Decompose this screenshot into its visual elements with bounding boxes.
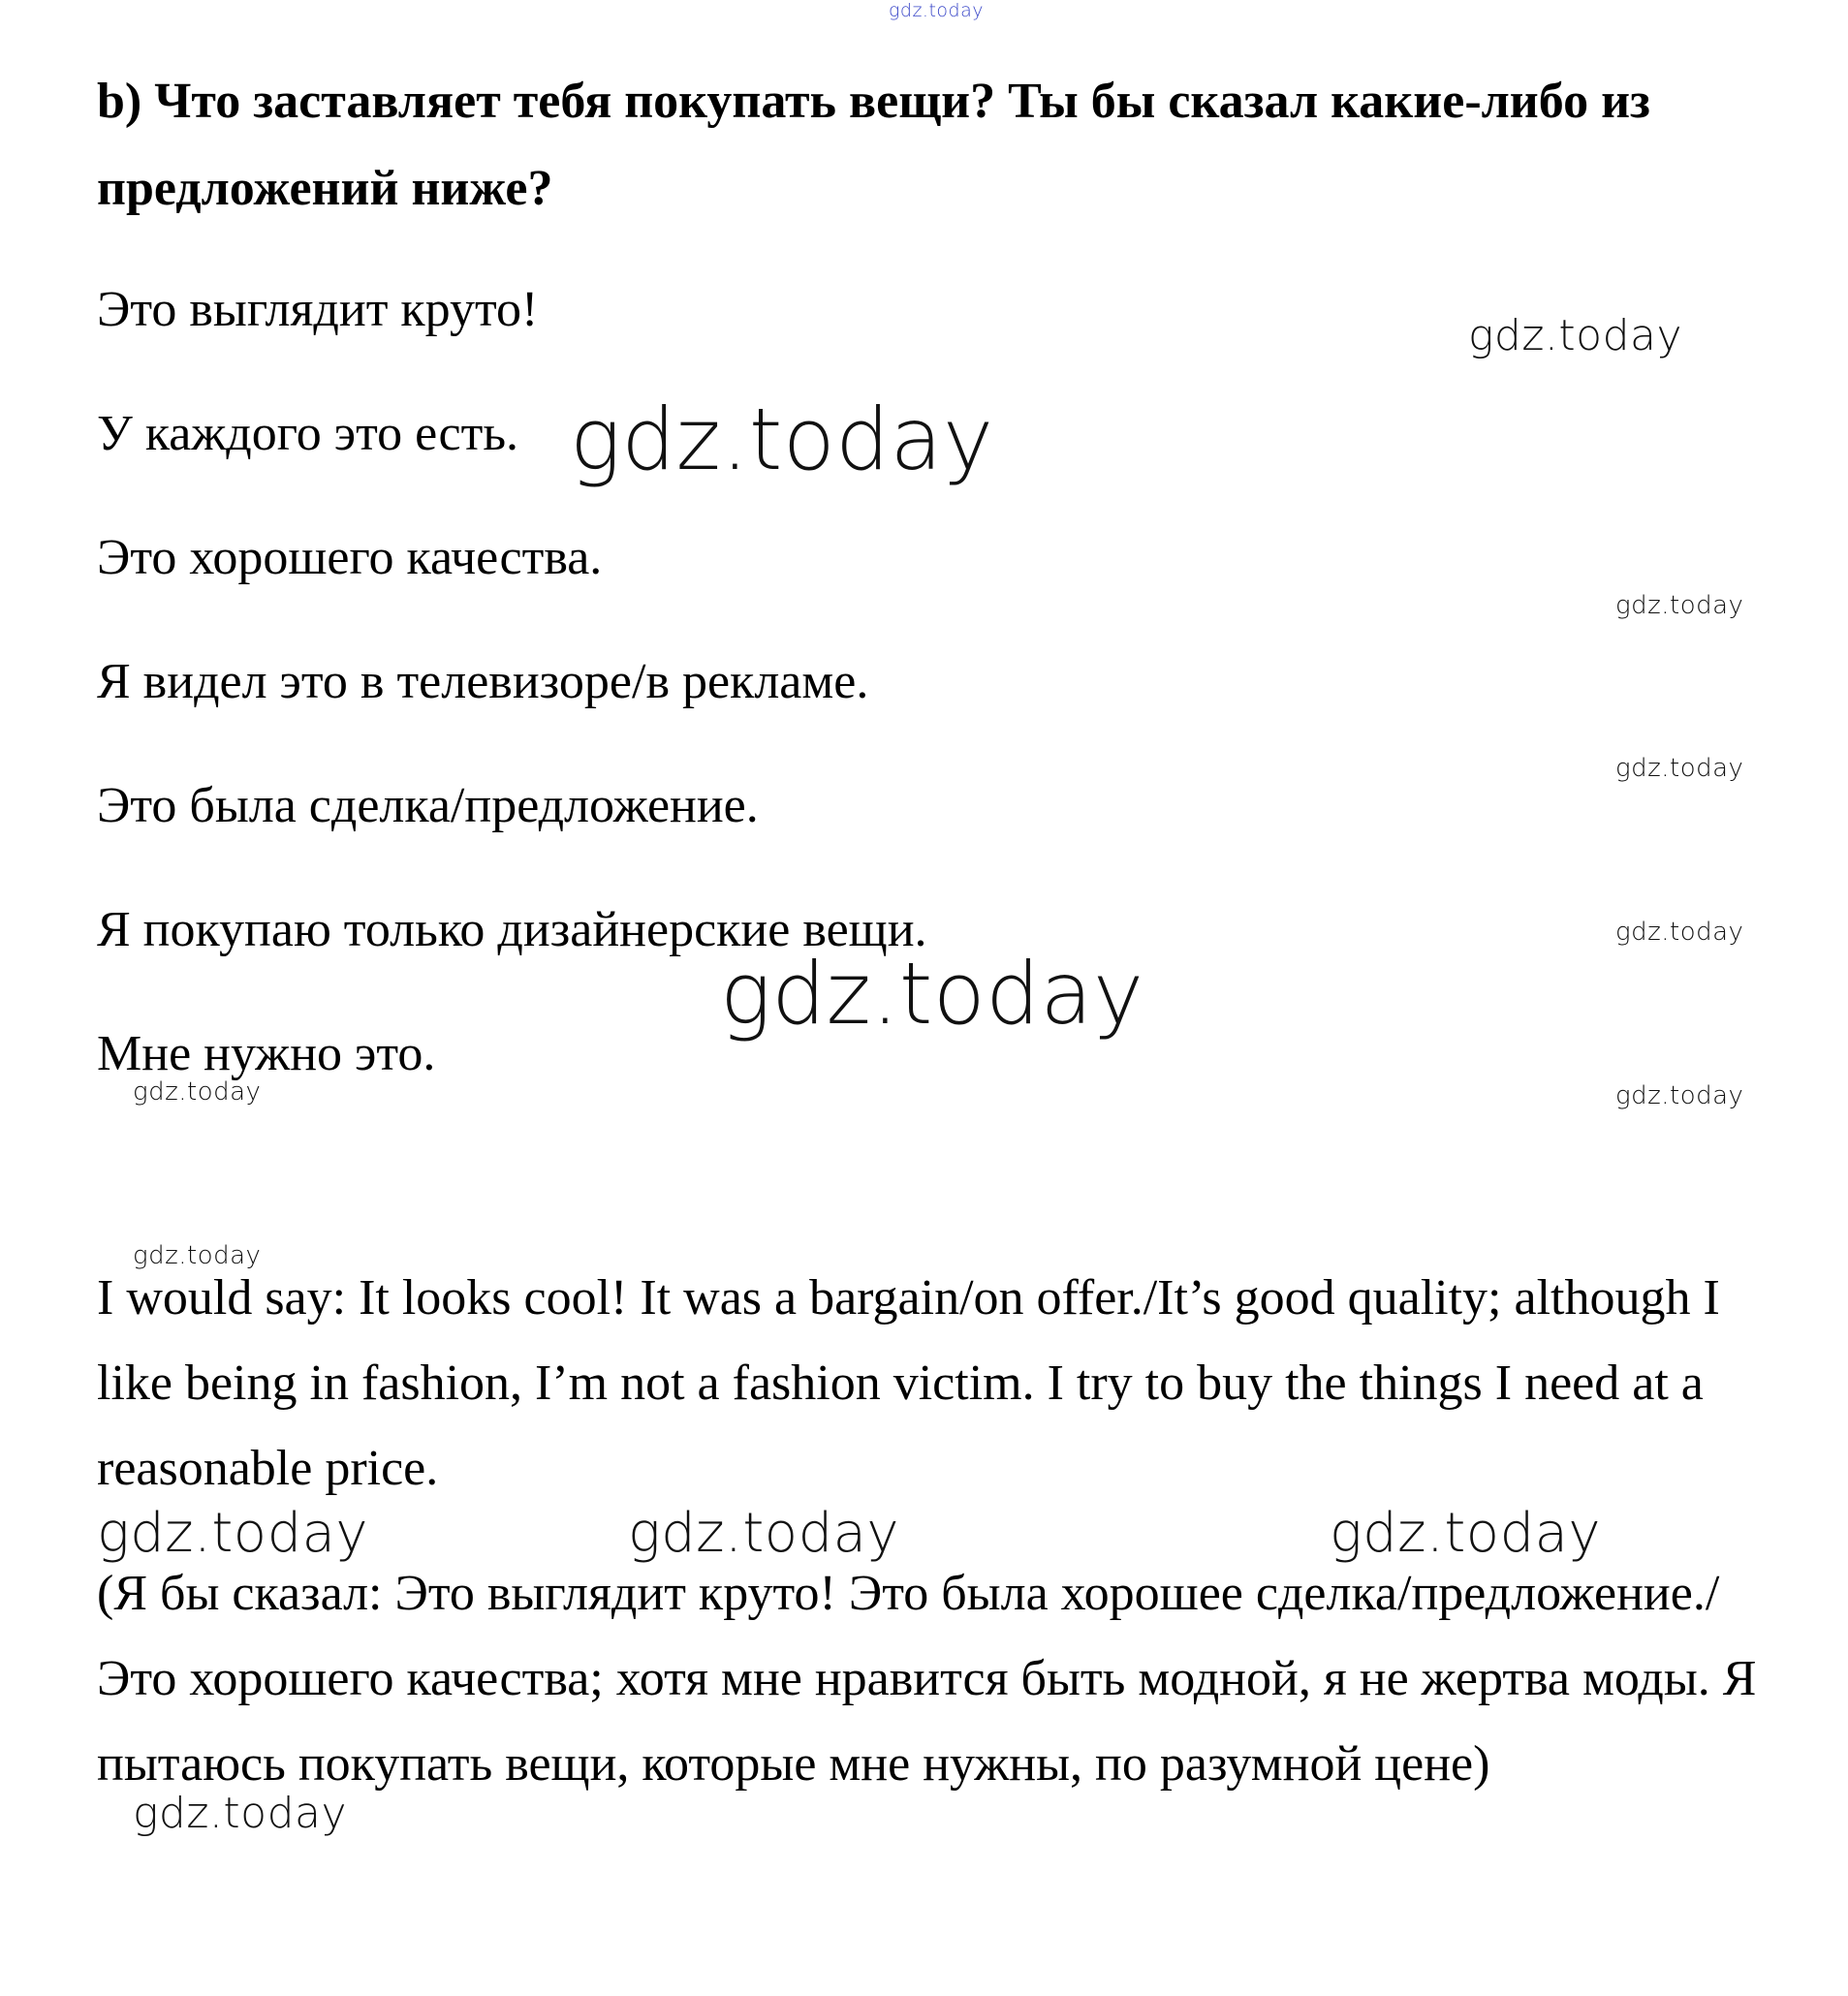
watermark: gdz.today [1615,754,1744,783]
exercise-heading: b) Что заставляет тебя покупать вещи? Ты бы сказал какие-либо из предложений ниже? [97,74,1650,216]
watermark: gdz.today [97,1502,369,1565]
phrase-item: Мне нужно это. [97,1026,436,1081]
phrase-item: Это была сделка/предложение. [97,778,759,833]
watermark: gdz.today [1330,1502,1602,1565]
watermark: gdz.today [133,1241,262,1270]
phrase-item: У каждого это есть. [97,406,519,461]
phrase-item: Это выглядит круто! [97,282,539,337]
answer-russian-translation: (Я бы сказал: Это выглядит круто! Это была хорошее сделка/предложение./Это хорошего качества; хотя мне нравится быть модной, я не жертва моды. Я пытаюсь покупать вещи, которые мне нужны, по разумной цене) [97,1566,1757,1792]
watermark: gdz.today [1615,918,1744,947]
watermark: gdz.today [1468,311,1683,360]
watermark: gdz.today [133,1077,262,1107]
phrase-item: Я покупаю только дизайнерские вещи. [97,902,927,957]
answer-english: I would say: It looks cool! It was a bargain/on offer./It’s good quality; although I like being in fashion, I’m not a fashion victim. I try to buy the things I need at a reasonable price. [97,1270,1720,1496]
phrase-item: Я видел это в телевизоре/в рекламе. [97,654,869,709]
watermark: gdz.today [570,390,994,489]
watermark: gdz.today [720,944,1144,1044]
watermark: gdz.today [628,1502,900,1565]
watermark: gdz.today [1615,591,1744,620]
phrase-item: Это хорошего качества. [97,530,603,585]
watermark: gdz.today [1615,1081,1744,1110]
watermark: gdz.today [889,0,984,21]
watermark: gdz.today [133,1789,348,1838]
